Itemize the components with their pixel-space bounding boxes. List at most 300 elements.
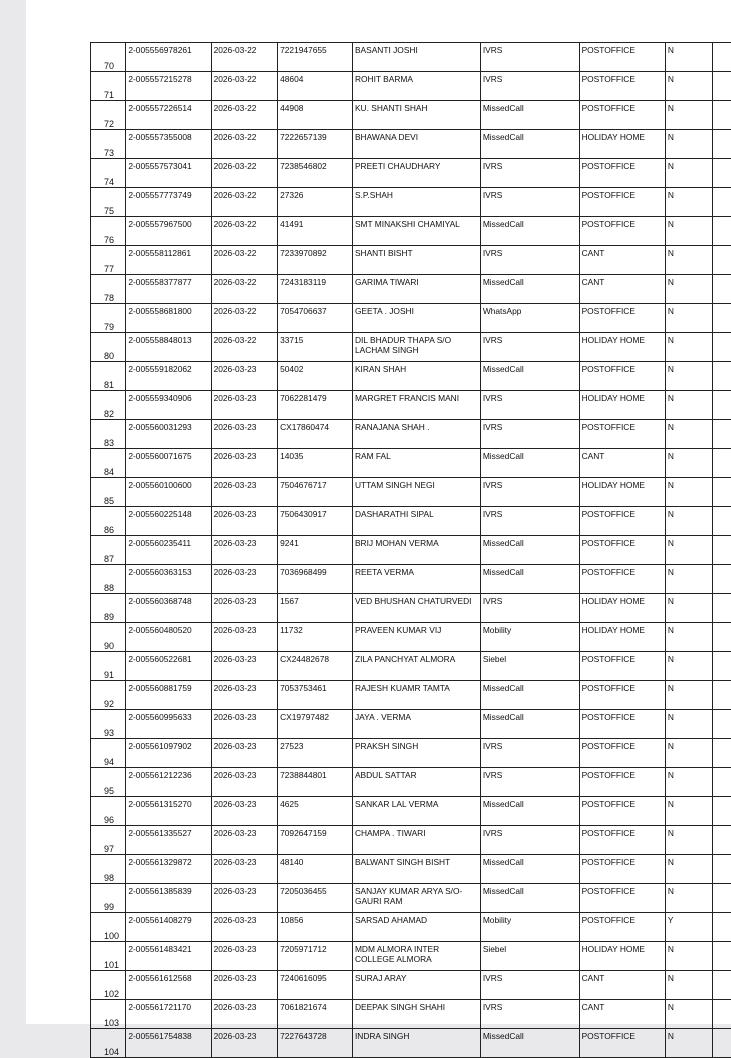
flag-cell: N — [665, 188, 712, 217]
table-row — [91, 188, 731, 217]
flag-cell: N — [665, 1029, 712, 1058]
row-number: 77 — [91, 246, 126, 275]
flag-cell: N — [665, 971, 712, 1000]
table-row — [91, 971, 731, 1000]
ticket-id: 2-005561097902 — [126, 739, 211, 768]
row-number: 85 — [91, 478, 126, 507]
source-cell: IVRS — [480, 159, 579, 188]
empty-cell — [712, 826, 731, 855]
name-cell: GARIMA TIWARI — [352, 275, 480, 304]
ticket-id: 2-005558112861 — [126, 246, 211, 275]
empty-cell — [712, 449, 731, 478]
empty-cell — [712, 217, 731, 246]
phone-cell: 7222657139 — [278, 130, 353, 159]
table-row — [91, 884, 731, 913]
office-cell: HOLIDAY HOME — [579, 942, 665, 971]
row-number: 96 — [91, 797, 126, 826]
table-row — [91, 942, 731, 971]
flag-cell: N — [665, 768, 712, 797]
empty-cell — [712, 101, 731, 130]
source-cell: IVRS — [480, 391, 579, 420]
office-cell: POSTOFFICE — [579, 710, 665, 739]
flag-cell: N — [665, 710, 712, 739]
table-row — [91, 159, 731, 188]
date-cell: 2026-03-22 — [211, 101, 278, 130]
ticket-id: 2-005561408279 — [126, 913, 211, 942]
empty-cell — [712, 188, 731, 217]
name-cell: DASHARATHI SIPAL — [352, 507, 480, 536]
flag-cell: N — [665, 449, 712, 478]
row-number: 100 — [91, 913, 126, 942]
date-cell: 2026-03-23 — [211, 971, 278, 1000]
document-page — [26, 0, 731, 1024]
phone-cell: 11732 — [278, 623, 353, 652]
empty-cell — [712, 333, 731, 362]
table-row — [91, 855, 731, 884]
name-cell: RAJESH KUAMR TAMTA — [352, 681, 480, 710]
ticket-id: 2-005558377877 — [126, 275, 211, 304]
date-cell: 2026-03-22 — [211, 304, 278, 333]
name-cell: ROHIT BARMA — [352, 72, 480, 101]
table-row — [91, 478, 731, 507]
office-cell: POSTOFFICE — [579, 768, 665, 797]
flag-cell: N — [665, 391, 712, 420]
ticket-id: 2-005560100600 — [126, 478, 211, 507]
table-row — [91, 536, 731, 565]
phone-cell: 1567 — [278, 594, 353, 623]
phone-cell: 4625 — [278, 797, 353, 826]
row-number: 84 — [91, 449, 126, 478]
table-row — [91, 333, 731, 362]
ticket-id: 2-005560480520 — [126, 623, 211, 652]
phone-cell: 7238546802 — [278, 159, 353, 188]
table-row — [91, 420, 731, 449]
office-cell: HOLIDAY HOME — [579, 130, 665, 159]
office-cell: POSTOFFICE — [579, 420, 665, 449]
flag-cell: N — [665, 884, 712, 913]
office-cell: POSTOFFICE — [579, 884, 665, 913]
name-cell: MARGRET FRANCIS MANI — [352, 391, 480, 420]
date-cell: 2026-03-23 — [211, 420, 278, 449]
empty-cell — [712, 507, 731, 536]
date-cell: 2026-03-23 — [211, 1029, 278, 1058]
phone-cell: 7504676717 — [278, 478, 353, 507]
table-row — [91, 1000, 731, 1029]
ticket-id: 2-005557773749 — [126, 188, 211, 217]
phone-cell: 7205036455 — [278, 884, 353, 913]
date-cell: 2026-03-22 — [211, 72, 278, 101]
row-number: 94 — [91, 739, 126, 768]
empty-cell — [712, 275, 731, 304]
phone-cell: 9241 — [278, 536, 353, 565]
row-number: 71 — [91, 72, 126, 101]
source-cell: MissedCall — [480, 855, 579, 884]
row-number: 88 — [91, 565, 126, 594]
flag-cell: N — [665, 652, 712, 681]
ticket-id: 2-005560368748 — [126, 594, 211, 623]
source-cell: WhatsApp — [480, 304, 579, 333]
flag-cell: N — [665, 478, 712, 507]
name-cell: BRIJ MOHAN VERMA — [352, 536, 480, 565]
office-cell: POSTOFFICE — [579, 652, 665, 681]
flag-cell: N — [665, 536, 712, 565]
name-cell: ZILA PANCHYAT ALMORA — [352, 652, 480, 681]
date-cell: 2026-03-22 — [211, 217, 278, 246]
row-number: 93 — [91, 710, 126, 739]
date-cell: 2026-03-23 — [211, 855, 278, 884]
phone-cell: 7092647159 — [278, 826, 353, 855]
office-cell: POSTOFFICE — [579, 681, 665, 710]
date-cell: 2026-03-22 — [211, 43, 278, 72]
source-cell: IVRS — [480, 478, 579, 507]
ticket-id: 2-005559340906 — [126, 391, 211, 420]
empty-cell — [712, 652, 731, 681]
office-cell: CANT — [579, 971, 665, 1000]
table-row — [91, 304, 731, 333]
ticket-id: 2-005560225148 — [126, 507, 211, 536]
flag-cell: N — [665, 159, 712, 188]
ticket-id: 2-005557226514 — [126, 101, 211, 130]
row-number: 76 — [91, 217, 126, 246]
row-number: 78 — [91, 275, 126, 304]
source-cell: IVRS — [480, 333, 579, 362]
phone-cell: 33715 — [278, 333, 353, 362]
table-row — [91, 275, 731, 304]
empty-cell — [712, 159, 731, 188]
empty-cell — [712, 420, 731, 449]
source-cell: IVRS — [480, 246, 579, 275]
office-cell: POSTOFFICE — [579, 855, 665, 884]
source-cell: MissedCall — [480, 362, 579, 391]
empty-cell — [712, 942, 731, 971]
date-cell: 2026-03-23 — [211, 362, 278, 391]
source-cell: MissedCall — [480, 884, 579, 913]
name-cell: MDM ALMORA INTER COLLEGE ALMORA — [352, 942, 480, 971]
phone-cell: 10856 — [278, 913, 353, 942]
name-cell: RANAJANA SHAH . — [352, 420, 480, 449]
name-cell: KIRAN SHAH — [352, 362, 480, 391]
empty-cell — [712, 710, 731, 739]
table-row — [91, 565, 731, 594]
empty-cell — [712, 391, 731, 420]
row-number: 81 — [91, 362, 126, 391]
table-row — [91, 362, 731, 391]
date-cell: 2026-03-23 — [211, 1000, 278, 1029]
flag-cell: N — [665, 797, 712, 826]
row-number: 89 — [91, 594, 126, 623]
ticket-id: 2-005561483421 — [126, 942, 211, 971]
ticket-id: 2-005556978261 — [126, 43, 211, 72]
ticket-id: 2-005560881759 — [126, 681, 211, 710]
empty-cell — [712, 246, 731, 275]
date-cell: 2026-03-23 — [211, 565, 278, 594]
table-row — [91, 739, 731, 768]
phone-cell: 44908 — [278, 101, 353, 130]
ticket-id: 2-005557967500 — [126, 217, 211, 246]
source-cell: IVRS — [480, 188, 579, 217]
source-cell: IVRS — [480, 739, 579, 768]
office-cell: POSTOFFICE — [579, 797, 665, 826]
empty-cell — [712, 797, 731, 826]
name-cell: SANJAY KUMAR ARYA S/O- GAURI RAM — [352, 884, 480, 913]
date-cell: 2026-03-22 — [211, 159, 278, 188]
ticket-id: 2-005560235411 — [126, 536, 211, 565]
table-row — [91, 623, 731, 652]
source-cell: MissedCall — [480, 449, 579, 478]
name-cell: CHAMPA . TIWARI — [352, 826, 480, 855]
date-cell: 2026-03-23 — [211, 681, 278, 710]
flag-cell: N — [665, 101, 712, 130]
name-cell: INDRA SINGH — [352, 1029, 480, 1058]
office-cell: POSTOFFICE — [579, 72, 665, 101]
office-cell: HOLIDAY HOME — [579, 391, 665, 420]
table-row — [91, 710, 731, 739]
source-cell: IVRS — [480, 72, 579, 101]
empty-cell — [712, 739, 731, 768]
name-cell: KU. SHANTI SHAH — [352, 101, 480, 130]
row-number: 92 — [91, 681, 126, 710]
row-number: 75 — [91, 188, 126, 217]
ticket-id: 2-005561721170 — [126, 1000, 211, 1029]
name-cell: SANKAR LAL VERMA — [352, 797, 480, 826]
row-number: 70 — [91, 43, 126, 72]
source-cell: MissedCall — [480, 565, 579, 594]
name-cell: PRAVEEN KUMAR VIJ — [352, 623, 480, 652]
name-cell: SHANTI BISHT — [352, 246, 480, 275]
office-cell: POSTOFFICE — [579, 739, 665, 768]
table-row — [91, 797, 731, 826]
source-cell: MissedCall — [480, 101, 579, 130]
ticket-id: 2-005557215278 — [126, 72, 211, 101]
name-cell: SARSAD AHAMAD — [352, 913, 480, 942]
empty-cell — [712, 304, 731, 333]
source-cell: IVRS — [480, 507, 579, 536]
name-cell: SMT MINAKSHI CHAMIYAL — [352, 217, 480, 246]
name-cell: DIL BHADUR THAPA S/O LACHAM SINGH — [352, 333, 480, 362]
office-cell: HOLIDAY HOME — [579, 478, 665, 507]
source-cell: IVRS — [480, 594, 579, 623]
table-row — [91, 507, 731, 536]
office-cell: POSTOFFICE — [579, 304, 665, 333]
row-number: 104 — [91, 1029, 126, 1058]
office-cell: CANT — [579, 1000, 665, 1029]
phone-cell: 14035 — [278, 449, 353, 478]
row-number: 79 — [91, 304, 126, 333]
ticket-id: 2-005558848013 — [126, 333, 211, 362]
flag-cell: N — [665, 130, 712, 159]
phone-cell: 7243183119 — [278, 275, 353, 304]
row-number: 86 — [91, 507, 126, 536]
office-cell: POSTOFFICE — [579, 565, 665, 594]
name-cell: RAM FAL — [352, 449, 480, 478]
ticket-id: 2-005557573041 — [126, 159, 211, 188]
flag-cell: N — [665, 333, 712, 362]
table-row — [91, 130, 731, 159]
row-number: 103 — [91, 1000, 126, 1029]
table-row — [91, 594, 731, 623]
table-row — [91, 652, 731, 681]
row-number: 83 — [91, 420, 126, 449]
office-cell: CANT — [579, 449, 665, 478]
name-cell: REETA VERMA — [352, 565, 480, 594]
name-cell: PREETI CHAUDHARY — [352, 159, 480, 188]
empty-cell — [712, 362, 731, 391]
flag-cell: N — [665, 826, 712, 855]
row-number: 90 — [91, 623, 126, 652]
name-cell: UTTAM SINGH NEGI — [352, 478, 480, 507]
date-cell: 2026-03-22 — [211, 275, 278, 304]
empty-cell — [712, 768, 731, 797]
office-cell: POSTOFFICE — [579, 43, 665, 72]
source-cell: MissedCall — [480, 275, 579, 304]
ticket-id: 2-005561212236 — [126, 768, 211, 797]
flag-cell: N — [665, 420, 712, 449]
row-number: 87 — [91, 536, 126, 565]
empty-cell — [712, 478, 731, 507]
empty-cell — [712, 855, 731, 884]
name-cell: JAYA . VERMA — [352, 710, 480, 739]
table-row — [91, 217, 731, 246]
name-cell: BALWANT SINGH BISHT — [352, 855, 480, 884]
table-row — [91, 101, 731, 130]
ticket-id: 2-005561329872 — [126, 855, 211, 884]
source-cell: MissedCall — [480, 536, 579, 565]
date-cell: 2026-03-23 — [211, 942, 278, 971]
row-number: 72 — [91, 101, 126, 130]
empty-cell — [712, 1029, 731, 1058]
phone-cell: 27523 — [278, 739, 353, 768]
empty-cell — [712, 623, 731, 652]
ticket-id: 2-005561612568 — [126, 971, 211, 1000]
table-row — [91, 1029, 731, 1058]
date-cell: 2026-03-23 — [211, 623, 278, 652]
phone-cell: 7506430917 — [278, 507, 353, 536]
name-cell: SURAJ ARAY — [352, 971, 480, 1000]
flag-cell: N — [665, 855, 712, 884]
date-cell: 2026-03-23 — [211, 884, 278, 913]
date-cell: 2026-03-23 — [211, 913, 278, 942]
row-number: 99 — [91, 884, 126, 913]
phone-cell: 7061821674 — [278, 1000, 353, 1029]
phone-cell: 7238844801 — [278, 768, 353, 797]
name-cell: GEETA . JOSHI — [352, 304, 480, 333]
name-cell: S.P.SHAH — [352, 188, 480, 217]
ticket-id: 2-005561754838 — [126, 1029, 211, 1058]
date-cell: 2026-03-23 — [211, 536, 278, 565]
ticket-id: 2-005561385839 — [126, 884, 211, 913]
ticket-id: 2-005557355008 — [126, 130, 211, 159]
office-cell: POSTOFFICE — [579, 217, 665, 246]
row-number: 95 — [91, 768, 126, 797]
table-row — [91, 913, 731, 942]
flag-cell: N — [665, 594, 712, 623]
flag-cell: N — [665, 43, 712, 72]
flag-cell: N — [665, 275, 712, 304]
date-cell: 2026-03-22 — [211, 188, 278, 217]
phone-cell: 7062281479 — [278, 391, 353, 420]
office-cell: POSTOFFICE — [579, 913, 665, 942]
ticket-id: 2-005561335527 — [126, 826, 211, 855]
date-cell: 2026-03-23 — [211, 652, 278, 681]
flag-cell: N — [665, 246, 712, 275]
phone-cell: 7054706637 — [278, 304, 353, 333]
source-cell: MissedCall — [480, 1029, 579, 1058]
office-cell: POSTOFFICE — [579, 101, 665, 130]
date-cell: 2026-03-23 — [211, 739, 278, 768]
table-row — [91, 826, 731, 855]
date-cell: 2026-03-23 — [211, 768, 278, 797]
flag-cell: N — [665, 739, 712, 768]
row-number: 98 — [91, 855, 126, 884]
office-cell: CANT — [579, 246, 665, 275]
office-cell: HOLIDAY HOME — [579, 333, 665, 362]
empty-cell — [712, 913, 731, 942]
office-cell: POSTOFFICE — [579, 536, 665, 565]
name-cell: PRAKSH SINGH — [352, 739, 480, 768]
source-cell: IVRS — [480, 826, 579, 855]
office-cell: CANT — [579, 275, 665, 304]
empty-cell — [712, 72, 731, 101]
source-cell: MissedCall — [480, 681, 579, 710]
row-number: 80 — [91, 333, 126, 362]
date-cell: 2026-03-23 — [211, 449, 278, 478]
ticket-id: 2-005560031293 — [126, 420, 211, 449]
flag-cell: Y — [665, 913, 712, 942]
name-cell: ABDUL SATTAR — [352, 768, 480, 797]
office-cell: HOLIDAY HOME — [579, 594, 665, 623]
phone-cell: 48604 — [278, 72, 353, 101]
flag-cell: N — [665, 623, 712, 652]
flag-cell: N — [665, 942, 712, 971]
source-cell: IVRS — [480, 768, 579, 797]
ticket-id: 2-005561315270 — [126, 797, 211, 826]
table-row — [91, 681, 731, 710]
flag-cell: N — [665, 507, 712, 536]
row-number: 91 — [91, 652, 126, 681]
phone-cell: 27326 — [278, 188, 353, 217]
empty-cell — [712, 536, 731, 565]
office-cell: POSTOFFICE — [579, 362, 665, 391]
flag-cell: N — [665, 72, 712, 101]
source-cell: MissedCall — [480, 710, 579, 739]
ticket-id: 2-005560995633 — [126, 710, 211, 739]
source-cell: MissedCall — [480, 797, 579, 826]
date-cell: 2026-03-22 — [211, 333, 278, 362]
office-cell: POSTOFFICE — [579, 507, 665, 536]
row-number: 82 — [91, 391, 126, 420]
ticket-id: 2-005560522681 — [126, 652, 211, 681]
phone-cell: 48140 — [278, 855, 353, 884]
date-cell: 2026-03-23 — [211, 710, 278, 739]
empty-cell — [712, 565, 731, 594]
office-cell: HOLIDAY HOME — [579, 623, 665, 652]
row-number: 102 — [91, 971, 126, 1000]
office-cell: POSTOFFICE — [579, 188, 665, 217]
phone-cell: 7240616095 — [278, 971, 353, 1000]
empty-cell — [712, 681, 731, 710]
source-cell: IVRS — [480, 971, 579, 1000]
name-cell: BASANTI JOSHI — [352, 43, 480, 72]
office-cell: POSTOFFICE — [579, 826, 665, 855]
table-row — [91, 43, 731, 72]
flag-cell: N — [665, 1000, 712, 1029]
source-cell: MissedCall — [480, 217, 579, 246]
source-cell: IVRS — [480, 1000, 579, 1029]
empty-cell — [712, 1000, 731, 1029]
records-table — [90, 42, 731, 1058]
empty-cell — [712, 130, 731, 159]
source-cell: Siebel — [480, 652, 579, 681]
